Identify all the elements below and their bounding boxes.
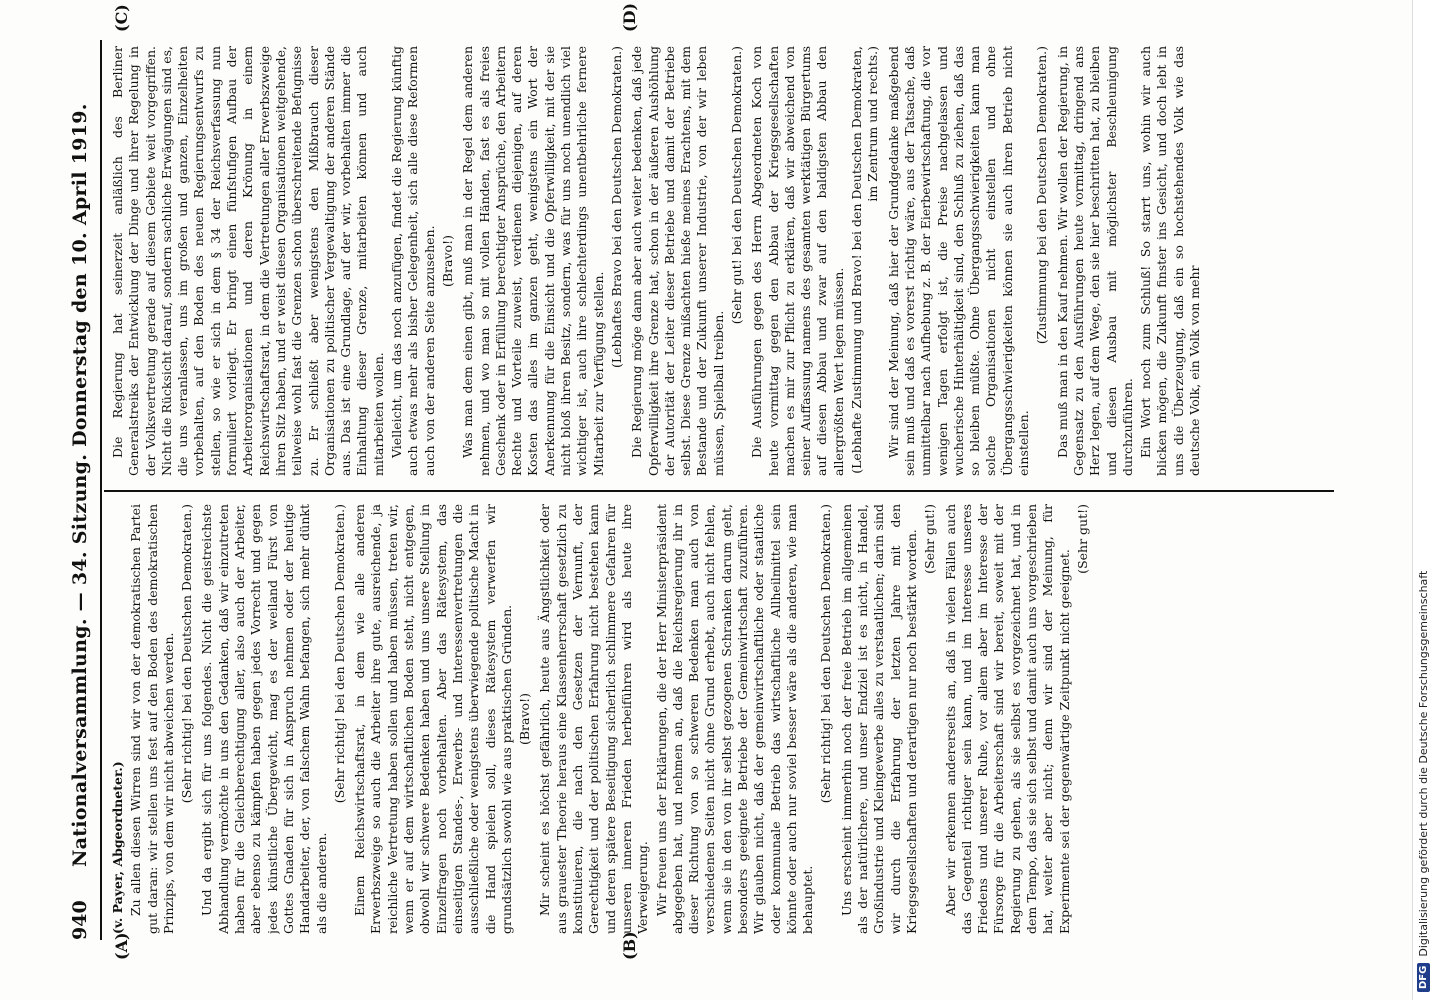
paragraph: Das muß man in den Kauf nehmen. Wir wollen der Regierung, in Gegensatz zu den Ausführungen heute vormittag, dringend ans Herz legen, auf dem Wege, den sie hier beschritten hat, zu bleiben und diesen Ausbau mit möglichster Beschleunigung durchzuführen.: [1054, 46, 1135, 476]
column-divider: [104, 490, 1334, 492]
paragraph: Uns erscheint immerhin noch der freie Betrieb im allgemeinen als der natürlichere, und unser Endziel ist es nicht, in Handel, Großindustrie und Kleingewerbe alles zu verstaatlichen; darin sind wir durch die Erfahrung der letzten Jahre mit den Kriegsgesellschaften und derartigen nur noch bestärkt worden.: [838, 504, 919, 934]
paragraph: Wir sind der Meinung, daß hier der Grundgedanke maßgebend sein muß und daß es vorerst richtig wäre, aus der Tatsache, daß unmittelbar nach Aufhebung z. B. der Eierbewirtschaftung, die vor wenigen Tagen erfolgt ist, die Preise nachgelassen und wucherische Hinterhältigkeit sind, den Schluß zu ziehen, daß das so bleiben müßte. Ohne Übergangsschwierigkeiten kann man solche Organisationen nicht einstellen und ohne Übergangsschwierigkeiten können sie auch ihren Betrieb nicht einstellen.: [885, 46, 1032, 476]
interjection: (Bravo!): [517, 693, 533, 745]
paragraph: Die Ausführungen gegen des Herrn Abgeordneten Koch von heute vormittag gegen den Abbau der Kriegsgesellschaften machen es mir zur Pflicht zu erklären, daß wir abweichend von seiner Auffassung namens des gesamten werktätigen Bürgertums auf diesen Abbau und zwar auf den baldigsten Abbau den allergrößten Wert legen müssen.: [749, 46, 846, 476]
digitization-footer: [1412, 0, 1434, 1000]
paragraph: Wir freuen uns der Erklärungen, die der Herr Ministerpräsident abgegeben hat, und nehmen an, daß die Reichsregierung ihr in dieser Richtung von so schweren Bedenken man auch von verschiedenen Seiten nicht ohne Grund erhebt, auch nicht fehlen, wenn sie in den von ihr selbst gezogenen Schranken darum geht, besonders geeignete Betriebe der Gemeinwirtschaft zuzuführen. Wir glauben nicht, daß der gemeinwirtschaftliche oder staatliche oder kommunale Betrieb das wirtschaftliche Allheilmittel sein könnte oder auch nur soviel besser wäre als die anderen, wie man behauptet.: [653, 504, 816, 934]
interjection: (Sehr gut!): [1074, 504, 1090, 574]
page-number: 940: [69, 900, 91, 940]
interjection: (Bravo!): [439, 235, 455, 287]
interjection: (Zustimmung bei den Deutschen Demokraten.): [1034, 46, 1050, 345]
page-header: [60, 40, 100, 940]
interjection: (Lebhaftes Bravo bei den Deutschen Demokraten.): [608, 46, 624, 368]
margin-marker-d: (D): [620, 2, 639, 32]
paragraph: Vielleicht, um das noch anzufügen, findet die Regierung künftig auch etwas mehr als bisher Gelegenheit, sich alle diese Reformen auch von der anderen Seite anzusehen.: [389, 46, 437, 476]
paragraph: Die Regierung hat seinerzeit anläßlich des Berliner Generalstreiks der Entwicklung der Dinge und ihrer Regelung in der Volksvertretung gerade auf diesem Gebiete weit vorgegriffen. Nicht die Rücksicht darauf, sondern sachliche Erwägungen sind es, die uns veranlassen, uns im großen und ganzen, Einzelheiten vorbehalten, auf den Boden des neuen Regierungsentwurfs zu stellen, so wie er sich in dem § 34 der Reichsverfassung nun formuliert vorliegt. Er bringt einen fünfstufigen Aufbau der Arbeiterorganisationen und deren Krönung in einem Reichswirtschaftsrat, in dem die Vertretungen aller Erwerbszweige ihren Sitz haben, und er weist diesen Organisationen weitgehende, teilweise wohl fast die Grenzen schon überschreitende Befugnisse zu. Er schließt aber wenigstens den Mißbrauch dieser Organisationen zu politischer Vergewaltigung der anderen Stände aus. Das ist eine Grundlage, auf der wir, vorbehalten immer die Einhaltung dieser Grenze, mitarbeiten können und auch mitarbeiten wollen.: [110, 46, 386, 476]
page-title: Nationalversammlung. — 34. Sitzung. Donnerstag den 10. April 1919.: [69, 103, 91, 868]
paragraph: Die Regierung möge dann aber auch weiter bedenken, daß jede Opferwilligkeit ihre Grenze hat, schon in der äußeren Aushöhlung der Autorität der Leiter dieser Betriebe und damit der Betriebe selbst. Diese Grenze mißachten hieße meines Erachtens, mit dem Bestande und der Zukunft unserer Industrie, von der wir leben müssen, Spielball treiben.: [629, 46, 726, 476]
digitization-note: Digitalisierung gefördert durch die Deutsche Forschungsgemeinschaft: [1417, 570, 1430, 957]
header-rule: [100, 40, 102, 940]
paragraph: Einem Reichswirtschaftsrat, in dem wie alle anderen Erwerbszweige so auch die Arbeiter ihre gute, ausreichende, ja reichliche Vertretung haben sollen und haben müssen, treten wir, wenn er auf dem wirtschaftlichen Boden steht, nicht entgegen, obwohl wir schwere Bedenken haben und uns unsere Stellung in Einzelfragen noch vorbehalten. Aber das Rätesystem, das einseitigen Standes-, Erwerbs- und Interessenvertretungen die ausschließliche oder wenigstens überwiegende politische Macht in die Hand spielen soll, dieses Rätesystem verwerfen wir grundsätzlich sowohl wie aus praktischen Gründen.: [352, 504, 514, 934]
interjection: (Sehr gut!): [922, 504, 938, 574]
paragraph: Und da ergibt sich für uns folgendes. Nicht die geistreichste Abhandlung vermöchte in uns den Gedanken, daß wir einzutreten haben für die Gleichberechtigung aller, also auch der Arbeiter, aber ebenso zu kämpfen haben gegen jedes Vorrecht und gegen jedes künstliche Übergewicht, mag es der weiland Fürst von Gottes Gnaden für sich in Anspruch nehmen oder der heutige Handarbeiter, der, von falschem Wahn befangen, sich mehr dünkt als die anderen.: [199, 504, 329, 934]
margin-marker-b: (B): [620, 931, 639, 960]
dfg-logo: DFG: [1417, 963, 1430, 992]
interjection: (Sehr richtig! bei den Deutschen Demokraten.): [331, 504, 347, 804]
interjection: (Sehr richtig! bei den Deutschen Demokraten.): [179, 504, 195, 804]
right-column: [110, 46, 1330, 476]
speaker-line: (v. Payer, Abgeordneter.): [110, 761, 125, 934]
interjection: (Lebhafte Zustimmung und Bravo! bei den Deutschen Demokraten, im Zentrum und rechts.): [849, 46, 881, 474]
paragraph: Was man dem einen gibt, muß man in der Regel dem anderen nehmen, und wo man so mit vollen Händen, fast es als freies Geschenk oder in Erfüllung berechtigter Ansprüche, den Arbeitern Rechte und Vorteile zuweist, verdienen diejenigen, auf deren Kosten das alles im ganzen geht, wenigstens ein Wort der Anerkennung für die Einsicht und die Opferwilligkeit, mit der sie nicht bloß ihren Besitz, sondern, was für uns noch unendlich viel wichtiger ist, auch ihre schlechterdings unentbehrliche fernere Mitarbeit zur Verfügung stellen.: [460, 46, 606, 476]
paragraph: Zu allen diesen Wirren sind wir von der demokratischen Partei gut daran: wir stellen uns fest auf den Boden des demokratischen Prinzips, von dem wir nicht abweichen werden.: [128, 504, 176, 934]
paragraph: Ein Wort noch zum Schluß! So starrt uns, wohin wir auch blicken mögen, die Zukunft finster ins Gesicht, und doch lebt in uns die Überzeugung, daß ein so hochstehendes Volk wie das deutsche Volk, ein Volk von mehr: [1138, 46, 1202, 476]
paragraph: Mir scheint es höchst gefährlich, heute aus Ängstlichkeit oder aus grauester Theorie heraus eine Klassenherrschaft gesetzlich zu konstituieren, die nach den Gesetzen der Vernunft, der Gerechtigkeit und der politischen Erfahrung nicht bestehen kann und deren spätere Beseitigung sicherlich schlimmere Gefahren für unseren inneren Frieden herbeiführen wird als heute ihre Verweigerung.: [537, 504, 651, 934]
interjection: (Sehr richtig! bei den Deutschen Demokraten.): [818, 504, 834, 804]
paragraph: Aber wir erkennen andererseits an, daß in vielen Fällen auch das Gegenteil richtiger sein kann, und im Interesse unseres Friedens und unserer Ruhe, vor allem aber im Interesse der Fürsorge für die Arbeiterschaft sind wir bereit, soweit mit der Regierung zu gehen, als sie selbst es vorgezeichnet hat, und in dem Tempo, das sie sich selbst und damit auch uns vorgeschrieben hat, weiter aber nicht; denn wir sind der Meinung, für Experimente sei der gegenwärtige Zeitpunkt nicht geeignet.: [942, 504, 1072, 934]
margin-marker-a: (A): [112, 932, 131, 960]
interjection: (Sehr gut! bei den Deutschen Demokraten.): [728, 46, 744, 325]
margin-marker-c: (C): [112, 4, 131, 32]
left-column: [110, 504, 1330, 934]
